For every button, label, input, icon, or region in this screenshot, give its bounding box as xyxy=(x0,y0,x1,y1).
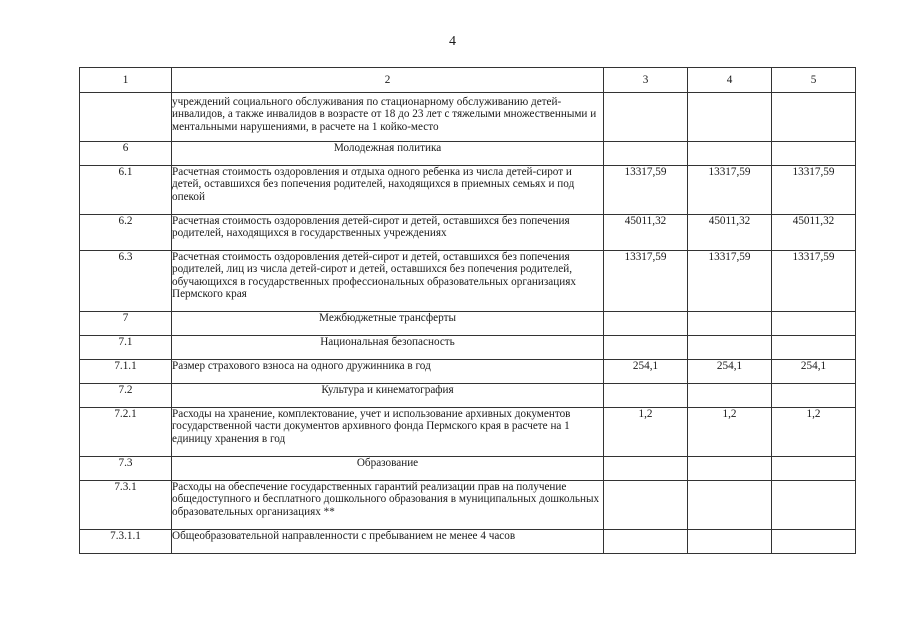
section-row xyxy=(80,142,856,166)
header-col-5: 5 xyxy=(772,68,856,93)
row-value-3: 254,1 xyxy=(604,360,688,384)
row-description: Расходы на обеспечение государственных гарантий реализации прав на получение общедоступного и бесплатного дошкольного образования в муниципальных дошкольных образовательных организациях ** xyxy=(172,481,604,530)
row-value-5 xyxy=(772,481,856,530)
header-col-4: 4 xyxy=(688,68,772,93)
section-title: Образование xyxy=(172,457,604,481)
row-value-3 xyxy=(604,530,688,554)
row-value-4: 13317,59 xyxy=(688,251,772,312)
row-number: 7 xyxy=(80,312,172,336)
row-value-4: 254,1 xyxy=(688,360,772,384)
row-description: Расчетная стоимость оздоровления детей-сирот и детей, оставшихся без попечения родителей, лиц из числа детей-сирот и детей, оставшихся без попечения родителей, обучающихся в государственных профессиональных образовательных организациях Пермского края xyxy=(172,251,604,312)
row-value-3: 45011,32 xyxy=(604,215,688,251)
row-number: 7.2.1 xyxy=(80,408,172,457)
row-number: 6.3 xyxy=(80,251,172,312)
row-number: 7.3.1 xyxy=(80,481,172,530)
table-row xyxy=(80,408,856,457)
row-value-5: 45011,32 xyxy=(772,215,856,251)
table-row xyxy=(80,251,856,312)
row-number: 7.1.1 xyxy=(80,360,172,384)
row-value-3 xyxy=(604,93,688,142)
row-number: 7.1 xyxy=(80,336,172,360)
row-value-5: 13317,59 xyxy=(772,166,856,215)
row-value-5: 254,1 xyxy=(772,360,856,384)
table-header-row xyxy=(80,68,856,93)
row-number: 6.2 xyxy=(80,215,172,251)
section-row xyxy=(80,384,856,408)
row-number: 6.1 xyxy=(80,166,172,215)
table-row xyxy=(80,215,856,251)
section-row xyxy=(80,312,856,336)
row-value-4: 45011,32 xyxy=(688,215,772,251)
section-title: Национальная безопасность xyxy=(172,336,604,360)
row-description: учреждений социального обслуживания по стационарному обслуживанию детей-инвалидов, а также инвалидов в возрасте от 18 до 23 лет с тяжелыми множественными и ментальными нарушениями, в расчете на 1 койко-место xyxy=(172,93,604,142)
row-value-3: 13317,59 xyxy=(604,251,688,312)
table-row xyxy=(80,530,856,554)
row-number: 7.2 xyxy=(80,384,172,408)
row-description: Расчетная стоимость оздоровления детей-сирот и детей, оставшихся без попечения родителей, находящихся в государственных учреждениях xyxy=(172,215,604,251)
row-number: 6 xyxy=(80,142,172,166)
section-row xyxy=(80,336,856,360)
table-row xyxy=(80,166,856,215)
row-value-4 xyxy=(688,93,772,142)
row-description: Расходы на хранение, комплектование, учет и использование архивных документов государственной части документов архивного фонда Пермского края в расчете на 1 единицу хранения в год xyxy=(172,408,604,457)
row-value-4 xyxy=(688,481,772,530)
section-title: Молодежная политика xyxy=(172,142,604,166)
table-row xyxy=(80,93,856,142)
row-number: 7.3.1.1 xyxy=(80,530,172,554)
row-description: Расчетная стоимость оздоровления и отдыха одного ребенка из числа детей-сирот и детей, оставшихся без попечения родителей, находящихся в приемных семьях и под опекой xyxy=(172,166,604,215)
row-value-4: 13317,59 xyxy=(688,166,772,215)
row-number: 7.3 xyxy=(80,457,172,481)
row-value-4: 1,2 xyxy=(688,408,772,457)
row-value-5 xyxy=(772,530,856,554)
row-value-3: 1,2 xyxy=(604,408,688,457)
header-col-1: 1 xyxy=(80,68,172,93)
row-value-4 xyxy=(688,530,772,554)
section-title: Межбюджетные трансферты xyxy=(172,312,604,336)
table-row xyxy=(80,360,856,384)
row-value-5 xyxy=(772,93,856,142)
row-value-3: 13317,59 xyxy=(604,166,688,215)
section-title: Культура и кинематография xyxy=(172,384,604,408)
header-col-3: 3 xyxy=(604,68,688,93)
row-description: Размер страхового взноса на одного дружинника в год xyxy=(172,360,604,384)
page-number: 4 xyxy=(449,34,456,49)
row-value-5: 13317,59 xyxy=(772,251,856,312)
section-row xyxy=(80,457,856,481)
norms-table xyxy=(79,67,856,554)
row-value-5: 1,2 xyxy=(772,408,856,457)
row-number xyxy=(80,93,172,142)
row-value-3 xyxy=(604,481,688,530)
header-col-2: 2 xyxy=(172,68,604,93)
row-description: Общеобразовательной направленности с пребыванием не менее 4 часов xyxy=(172,530,604,554)
table-row xyxy=(80,481,856,530)
